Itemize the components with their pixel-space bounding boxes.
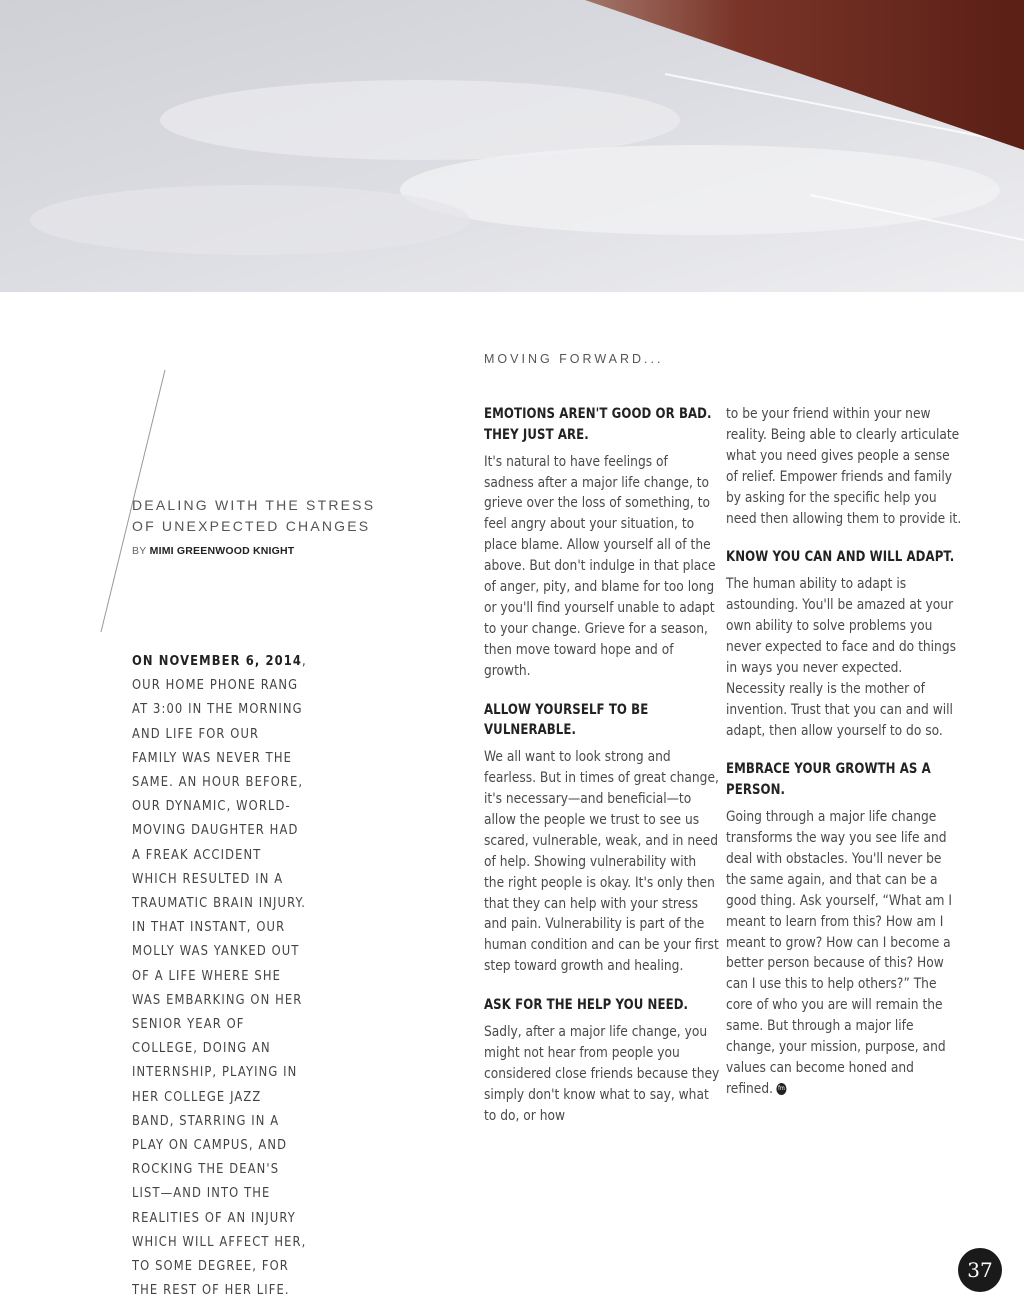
section-body: Going through a major life change transforms the way you see life and deal with obstacles. You'll never be the same again, and that can be a good thing. Ask yourself, “What am I meant to learn from this? How am I meant to grow? How can I become a better person because of this? How can I use this to help others?” The core of who you are will remain the same. But through a major life change, your mission, purpose, and values can become honed and refined. <box>726 808 952 1097</box>
section-body: The human ability to adapt is astounding. You'll be amazed at your own ability to solve problems you never expected to face and do things in ways you never expected. Necessity really is the mother of invention. Trust that you can and will adapt, then allow yourself to do so. <box>726 575 956 739</box>
lede-lead: ON NOVEMBER 6, 2014 <box>132 654 303 669</box>
lede-text: , OUR HOME PHONE RANG AT 3:00 IN THE MORNING AND LIFE FOR OUR FAMILY WAS NEVER THE SAME. AN HOUR BEFORE, OUR DYNAMIC, WORLD-MOVING DAUGHTER HAD A FREAK ACCIDENT WHICH RESULTED IN A TRAUMATIC BRAIN INJURY. IN THAT INSTANT, OUR MOLLY WAS YANKED OUT OF A LIFE WHERE SHE WAS EMBARKING ON HER SENIOR YEAR OF COLLEGE, DOING AN INTERNSHIP, PLAYING IN HER COLLEGE JAZZ BAND, STARRING IN A PLAY ON CAMPUS, AND ROCKING THE DEAN'S LIST—AND INTO THE REALITIES OF AN INJURY WHICH WILL AFFECT HER, TO SOME DEGREE, FOR THE REST OF HER LIFE. <box>132 654 307 1299</box>
section-heading: KNOW YOU CAN AND WILL ADAPT. <box>726 549 955 566</box>
continued-text: to be your friend within your new reality. Being able to clearly articulate what you need gives people a sense of relief. Empower friends and family by asking for the specific help you need then allowing them to provide it. <box>726 405 962 527</box>
section-heading: EMBRACE YOUR GROWTH AS A PERSON. <box>726 761 931 799</box>
section-body: Sadly, after a major life change, you might not hear from people you considered close friends because they simply don't know what to say, what to do, or how <box>484 1022 720 1124</box>
byline <box>132 545 294 557</box>
section-body-final <box>726 807 962 1100</box>
section-heading: EMOTIONS AREN'T GOOD OR BAD. THEY JUST ARE. <box>484 406 712 443</box>
right-column <box>726 404 962 1118</box>
section-body: It's natural to have feelings of sadness after a major life change, to grieve over the loss of something, to feel angry about your situation, to place blame. Allow yourself all of the above. But don't indulge in that place of anger, pity, and blame for too long or you'll find yourself unable to adapt to your change. Grieve for a season, then move toward hope and of growth. <box>484 452 716 679</box>
article-headline: DEALING WITH THE STRESS OF UNEXPECTED CHANGES <box>132 497 376 534</box>
section-kicker: MOVING FORWARD... <box>484 352 664 366</box>
section-heading: ALLOW YOURSELF TO BE VULNERABLE. <box>484 701 649 739</box>
middle-column <box>484 404 720 1144</box>
byline-prefix: BY <box>132 545 147 557</box>
page-number: 37 <box>958 1248 1002 1292</box>
section-body: We all want to look strong and fearless. But in times of great change, it's necessary—and beneficial—to allow the people we trust to see us scared, vulnerable, weak, and in need of help. Showing vulnerability with the right people is okay. It's only then that they can help with your stress and pain. Vulnerability is part of the human condition and can be your first step toward growth and healing. <box>484 748 719 975</box>
section-heading: ASK FOR THE HELP YOU NEED. <box>484 997 689 1014</box>
byline-author: MIMI GREENWOOD KNIGHT <box>149 545 295 557</box>
lede-paragraph <box>132 650 308 1303</box>
end-mark-icon: fm <box>776 1083 786 1095</box>
